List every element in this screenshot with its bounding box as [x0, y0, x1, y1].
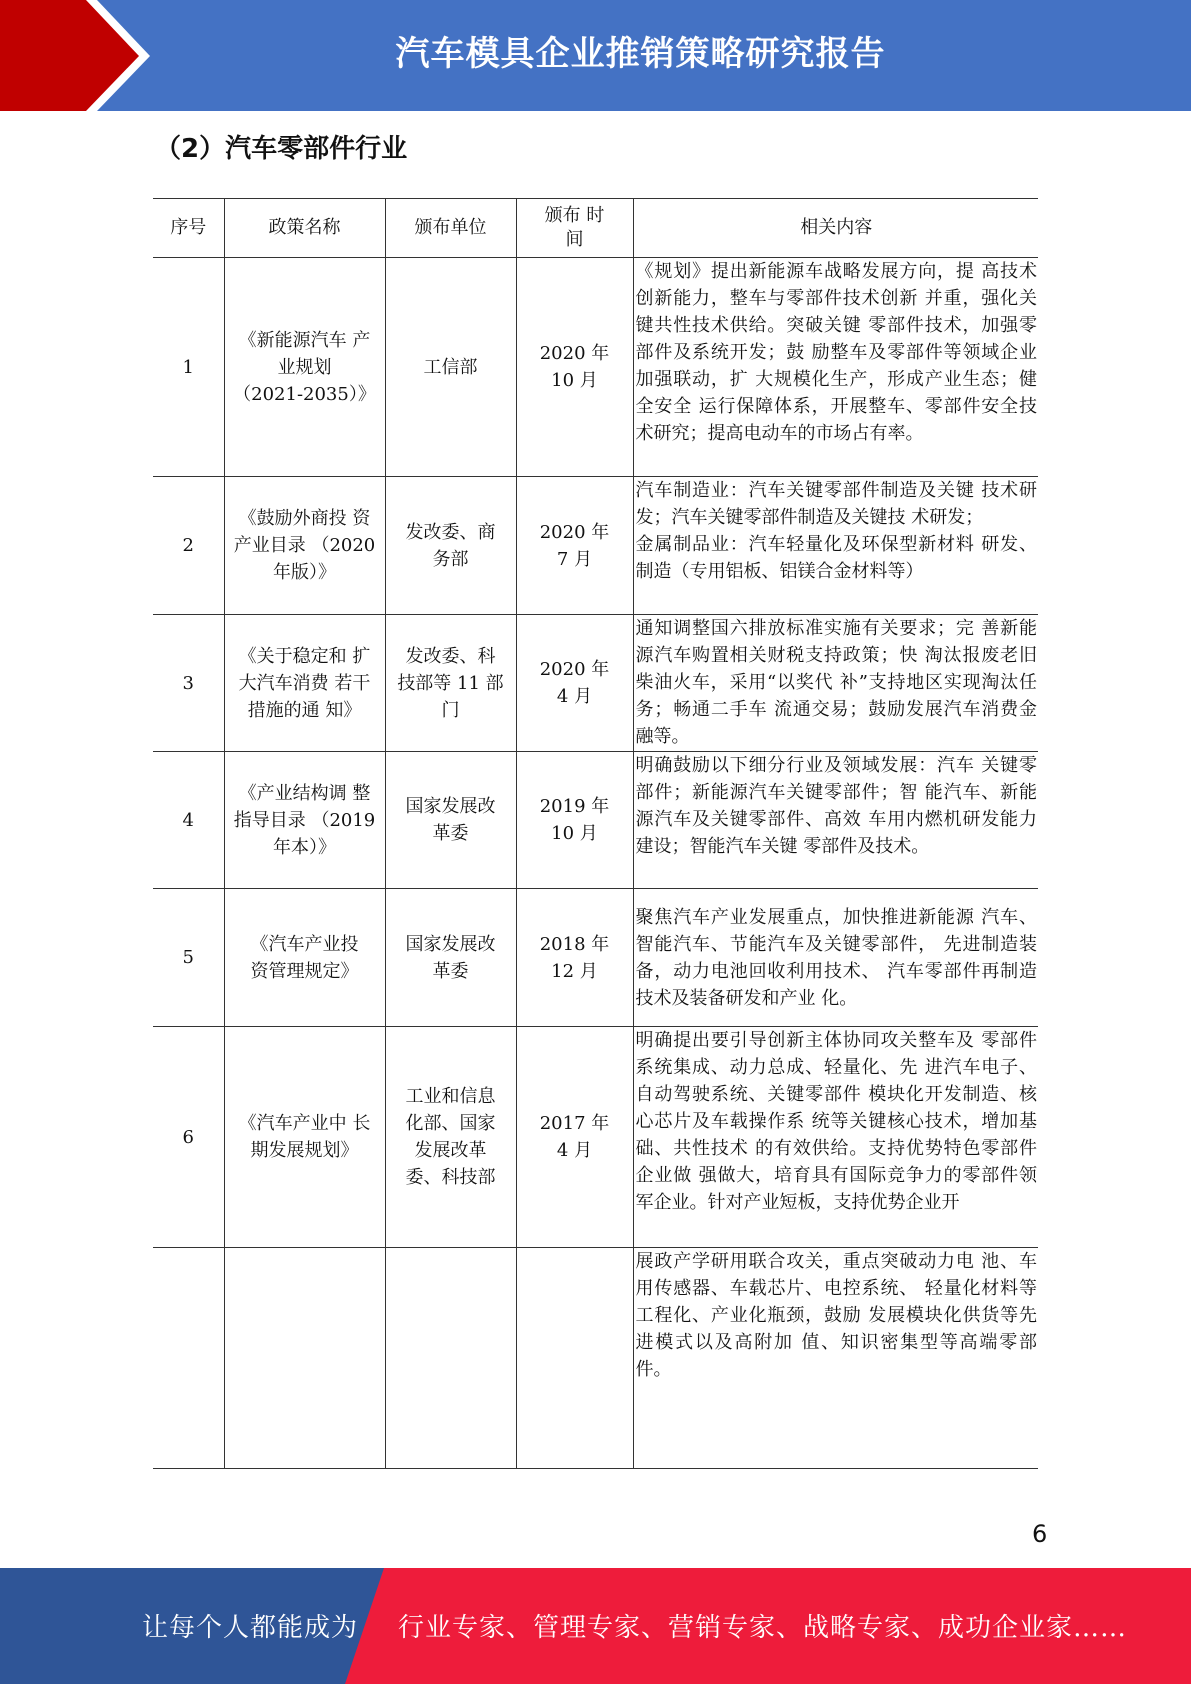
header-cell-content: 相关内容: [633, 199, 1038, 258]
cell-issuer: 国家发展改 革委: [385, 752, 516, 889]
table-row: [153, 1248, 1038, 1469]
header-cell-date: 颁布 时 间: [516, 199, 633, 258]
table-row: [153, 258, 1038, 477]
table-row: [153, 752, 1038, 889]
page-footer: [0, 1568, 1191, 1684]
header-cell-number: 序号: [153, 199, 224, 258]
cell-policy-name: 《鼓励外商投 资产业目录 （2020年版）》: [224, 477, 385, 615]
cell-issuer: [385, 1248, 516, 1469]
cell-issuer: 发改委、科 技部等 11 部 门: [385, 615, 516, 752]
footer-left-text: 让每个人都能成为: [142, 1613, 359, 1643]
cell-number: 4: [153, 752, 224, 889]
cell-date: 2020 年 10 月: [516, 258, 633, 477]
header-title: 汽车模具企业推销策略研究报告: [395, 34, 886, 74]
cell-policy-name: 《汽车产业投 资管理规定》: [224, 889, 385, 1027]
cell-content: 聚焦汽车产业发展重点，加快推进新能源 汽车、智能汽车、节能汽车及关键零部件， 先进制造装备，动力电池回收利用技术、 汽车零部件再制造技术及装备研发和产业 化。: [633, 889, 1038, 1027]
cell-date: 2019 年 10 月: [516, 752, 633, 889]
cell-issuer: 发改委、商 务部: [385, 477, 516, 615]
page-number: 6: [1032, 1520, 1048, 1548]
table-row: [153, 889, 1038, 1027]
cell-content: 展政产学研用联合攻关，重点突破动力电 池、车用传感器、车载芯片、电控系统、 轻量化材料等工程化、产业化瓶颈，鼓励 发展模块化供货等先进模式以及高附加 值、知识密集型等高端零部件。: [633, 1248, 1038, 1469]
footer-right-text: 行业专家、管理专家、营销专家、战略专家、成功企业家……: [398, 1613, 1128, 1643]
cell-number: 3: [153, 615, 224, 752]
cell-number: 5: [153, 889, 224, 1027]
header-cell-policy-name: 政策名称: [224, 199, 385, 258]
cell-policy-name: 《关于稳定和 扩大汽车消费 若干措施的通 知》: [224, 615, 385, 752]
cell-issuer: 工业和信息 化部、国家 发展改革 委、科技部: [385, 1027, 516, 1248]
cell-number: 2: [153, 477, 224, 615]
cell-date: 2020 年 4 月: [516, 615, 633, 752]
cell-date: [516, 1248, 633, 1469]
cell-number: [153, 1248, 224, 1469]
page-header: [0, 0, 1191, 111]
table-row: [153, 615, 1038, 752]
cell-date: 2018 年 12 月: [516, 889, 633, 1027]
cell-policy-name: 《汽车产业中 长期发展规划》: [224, 1027, 385, 1248]
cell-number: 1: [153, 258, 224, 477]
cell-date: 2017 年 4 月: [516, 1027, 633, 1248]
section-title: （2）汽车零部件行业: [155, 134, 408, 164]
cell-content: 明确提出要引导创新主体协同攻关整车及 零部件系统集成、动力总成、轻量化、先 进汽车电子、自动驾驶系统、关键零部件 模块化开发制造、核心芯片及车载操作系 统等关键核心技术，增加基础、共性技术 的有效供给。支持优势特色零部件企业做 强做大，培育具有国际竞争力的零部件领 军企业。针对产业短板，支持优势企业开: [633, 1027, 1038, 1248]
cell-content: 《规划》提出新能源车战略发展方向，提 高技术创新能力，整车与零部件技术创新 并重，强化关键共性技术供给。突破关键 零部件技术，加强零部件及系统开发；鼓 励整车及零部件等领域企业加强联动，扩 大规模化生产，形成产业生态；健全安全 运行保障体系，开展整车、零部件安全技 术研究；提高电动车的市场占有率。: [633, 258, 1038, 477]
cell-policy-name: 《新能源汽车 产 业规划 （2021-2035）》: [224, 258, 385, 477]
cell-issuer: 工信部: [385, 258, 516, 477]
cell-content: 明确鼓励以下细分行业及领域发展：汽车 关键零部件；新能源汽车关键零部件；智 能汽车、新能源汽车及关键零部件、高效 车用内燃机研发能力建设；智能汽车关键 零部件及技术。: [633, 752, 1038, 889]
cell-issuer: 国家发展改 革委: [385, 889, 516, 1027]
cell-number: 6: [153, 1027, 224, 1248]
cell-content: 汽车制造业：汽车关键零部件制造及关键 技术研发；汽车关键零部件制造及关键技 术研发； 金属制品业：汽车轻量化及环保型新材料 研发、制造（专用铝板、铝镁合金材料等）: [633, 477, 1038, 615]
table-row: [153, 477, 1038, 615]
policy-table: [153, 198, 1038, 1469]
header-arrow-icon: [0, 0, 150, 111]
cell-policy-name: [224, 1248, 385, 1469]
table-header-row: [153, 199, 1038, 258]
header-cell-issuer: 颁布单位: [385, 199, 516, 258]
cell-policy-name: 《产业结构调 整指导目录 （2019年本）》: [224, 752, 385, 889]
cell-content: 通知调整国六排放标准实施有关要求；完 善新能源汽车购置相关财税支持政策；快 淘汰报废老旧柴油火车，采用“以奖代 补”支持地区实现淘汰任务；畅通二手车 流通交易；鼓励发展汽车消费金融等。: [633, 615, 1038, 752]
cell-date: 2020 年 7 月: [516, 477, 633, 615]
table-row: [153, 1027, 1038, 1248]
